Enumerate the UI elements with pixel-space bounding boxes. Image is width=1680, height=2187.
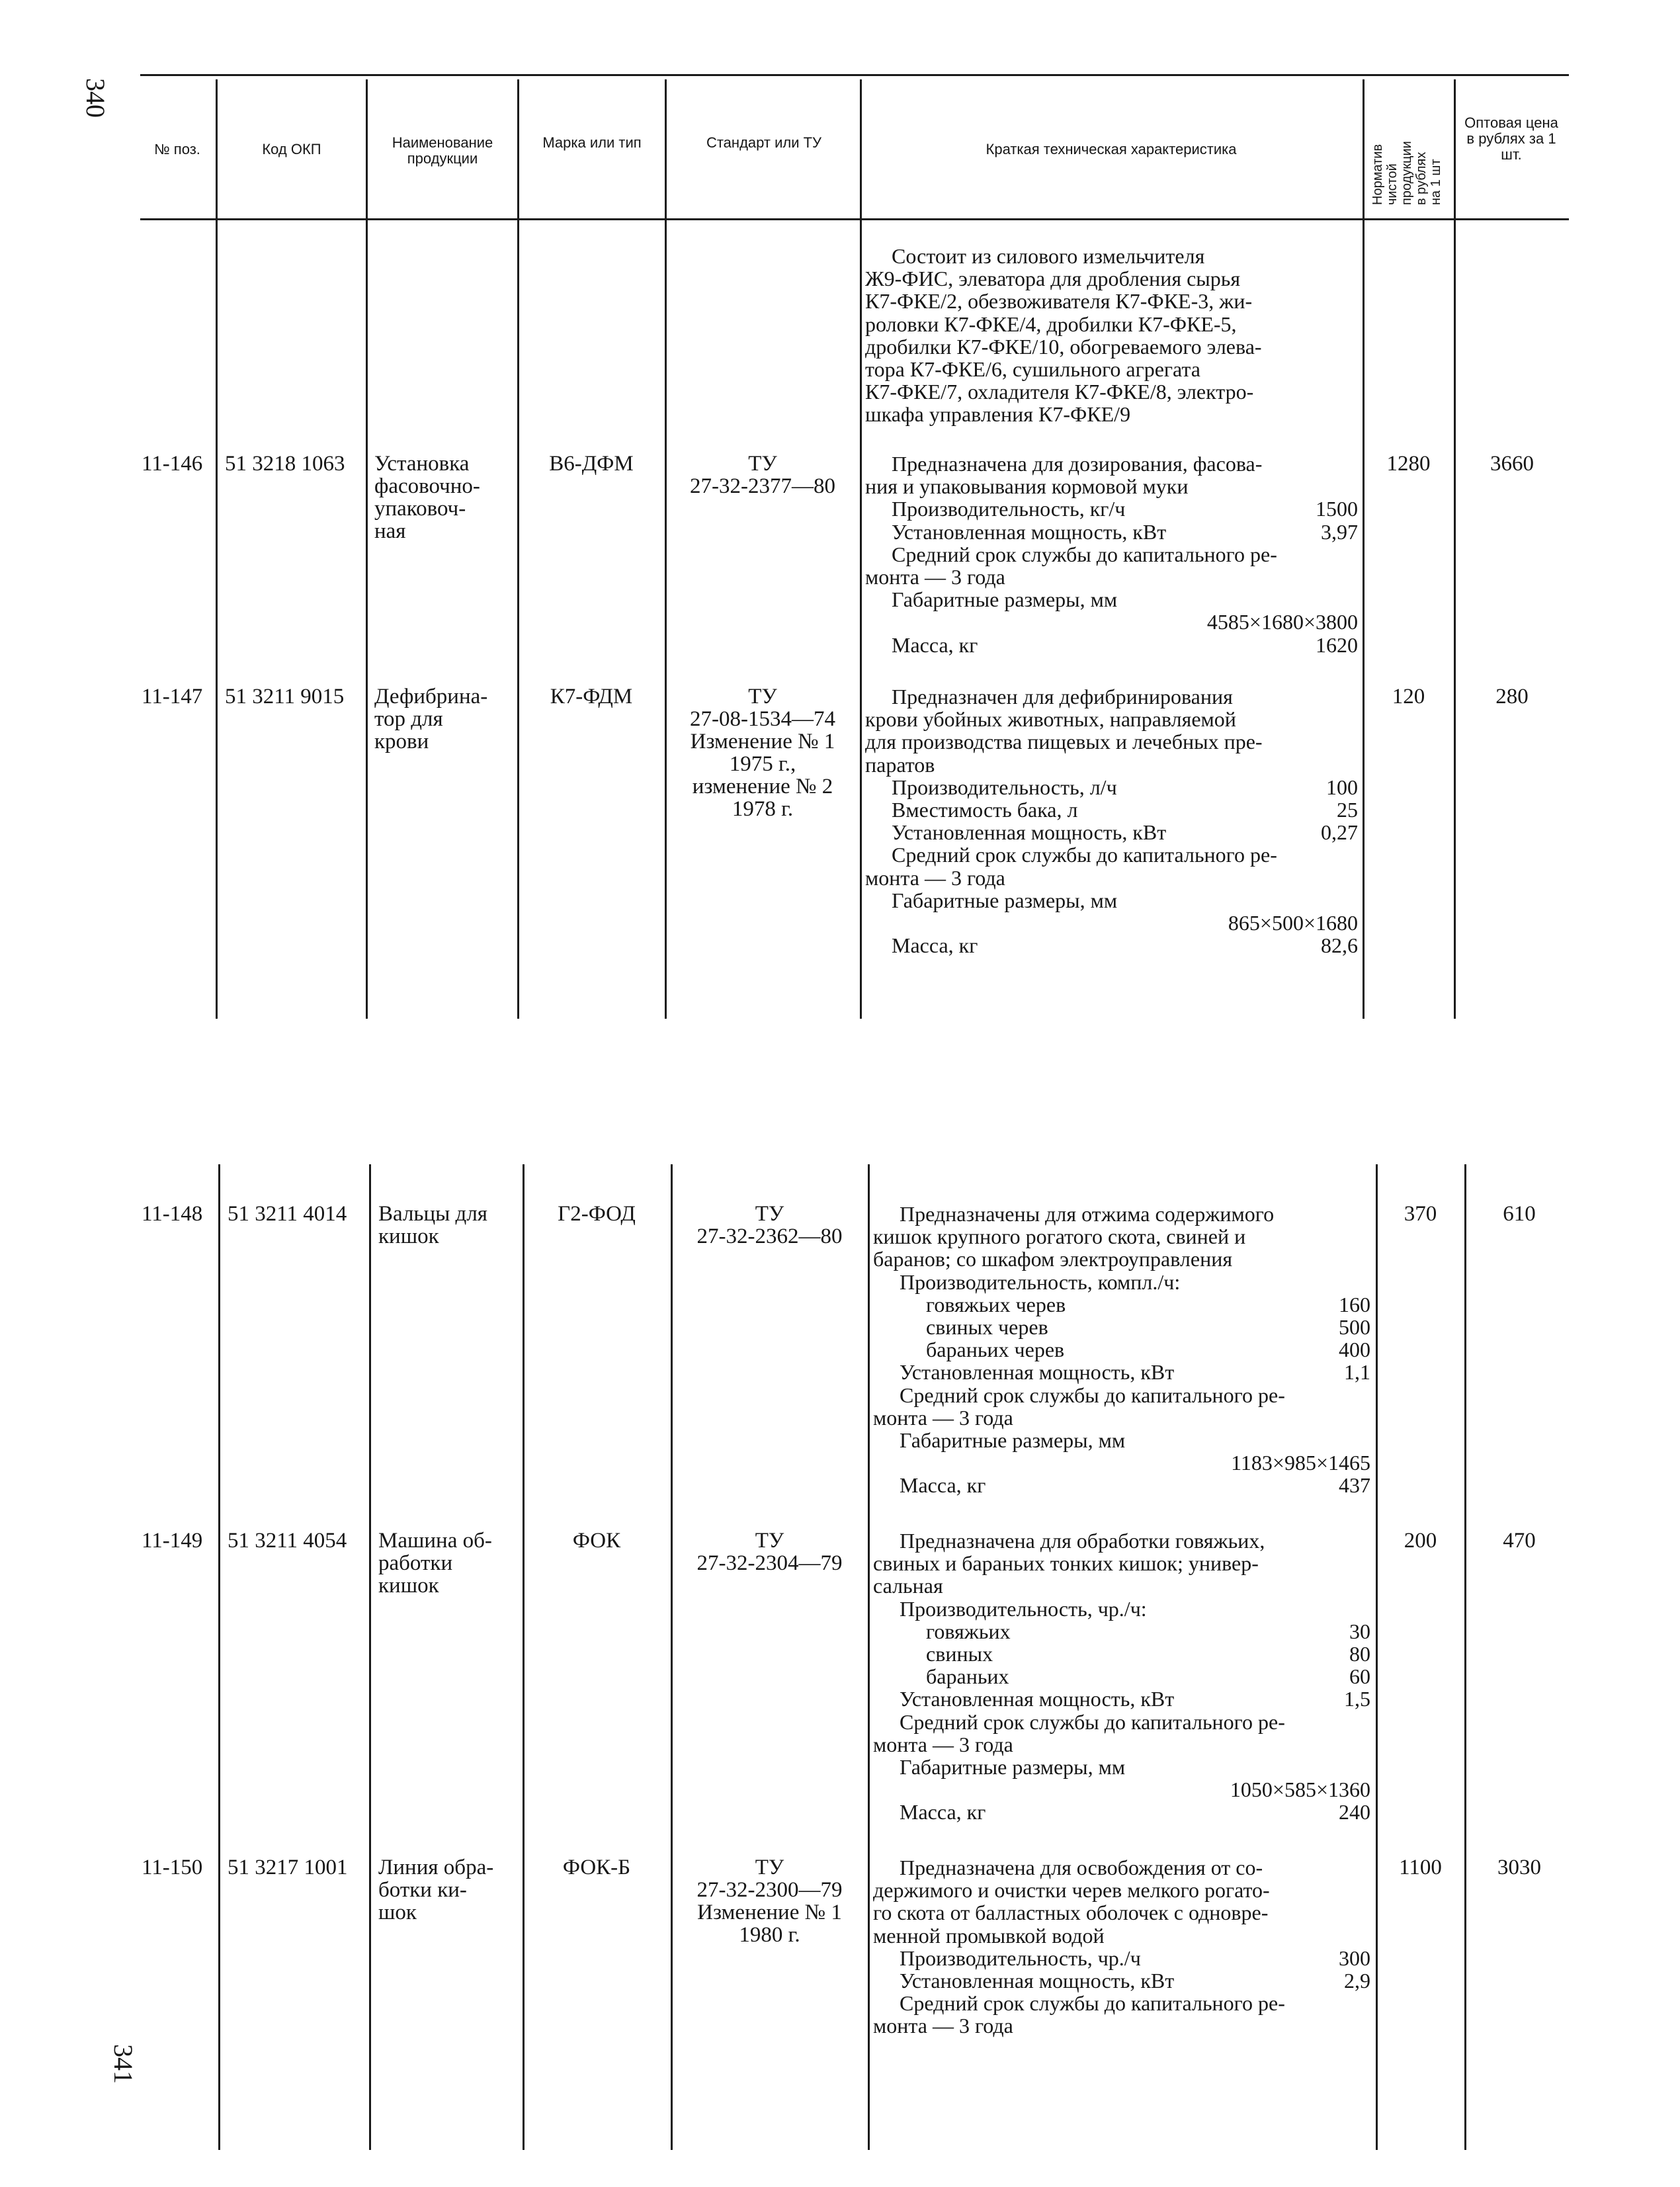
desc-line: Средний срок службы до капитального ре- — [892, 843, 1277, 867]
spec-key: Установленная мощность, кВт — [892, 519, 1167, 544]
standard — [667, 452, 859, 497]
spec-key: бараньих черев — [926, 1338, 1065, 1362]
page-number-top: 340 — [81, 78, 110, 118]
standard-line: Изменение № 1 — [697, 1901, 842, 1924]
norm-value: 370 — [1404, 1202, 1437, 1226]
name-line: ная — [374, 519, 406, 543]
desc-line: тора К7-ФКЕ/6, сушильного агрегата — [865, 357, 1200, 382]
spec-value: 437 — [1339, 1473, 1370, 1498]
standard-line: Изменение № 1 — [690, 730, 835, 753]
spec-value: 1500 — [1316, 497, 1358, 521]
spec-row — [865, 821, 1358, 843]
dims-value: 4585×1680×3800 — [1206, 610, 1358, 634]
spec-key: свиных — [926, 1642, 993, 1666]
spec-value: 240 — [1339, 1800, 1370, 1824]
desc-line: К7-ФКЕ/2, обезвоживателя К7-ФКЕ-3, жи- — [865, 289, 1253, 314]
name-line: Дефибрина- — [374, 685, 488, 708]
standard-line: 1978 г. — [732, 797, 794, 821]
desc-line: К7-ФКЕ/7, охладителя К7-ФКЕ/8, электро- — [865, 380, 1254, 404]
pos: 11-148 — [142, 1202, 203, 1226]
standard-line: 27-08-1534—74 — [690, 707, 835, 731]
spec-row — [865, 934, 1358, 957]
pos: 11-147 — [142, 685, 203, 708]
spec-row — [873, 1643, 1370, 1665]
norm-value: 200 — [1404, 1529, 1437, 1553]
spec-row — [873, 1338, 1370, 1361]
spec-value: 60 — [1349, 1664, 1370, 1689]
spec-row — [873, 1620, 1370, 1643]
desc-line: го скота от балластных оболочек с одновре- — [873, 1901, 1269, 1925]
product-name — [374, 685, 487, 753]
spec-row — [865, 521, 1358, 543]
header-name: Наименование продукции — [392, 134, 493, 167]
header-norm-line: Норматив — [1370, 144, 1385, 205]
spec-row — [865, 497, 1358, 520]
spec-value: 2,9 — [1344, 1969, 1370, 1993]
desc-line: монта — 3 года — [873, 1732, 1013, 1756]
name-line: тор для — [374, 707, 443, 731]
col-divider — [1464, 1164, 1466, 2150]
standard-line: 1975 г., — [729, 752, 796, 776]
dims-value: 1183×985×1465 — [1231, 1451, 1370, 1475]
name-line: кишок — [378, 1574, 439, 1598]
desc-line: Предназначена для освобождения от со- — [900, 1856, 1263, 1879]
mark: К7-ФДМ — [550, 685, 633, 708]
okp-code: 51 3217 1001 — [228, 1856, 348, 1879]
price-value: 3030 — [1497, 1856, 1541, 1879]
col-divider — [868, 1164, 870, 2150]
name-line: Вальцы для — [378, 1202, 487, 1226]
spec-key: Масса, кг — [892, 933, 978, 958]
desc-line: Состоит из силового измельчителя — [892, 244, 1205, 268]
name-line: кишок — [378, 1224, 439, 1248]
spec-key: говяжьих черев — [926, 1292, 1066, 1316]
spec-row — [873, 1947, 1370, 1969]
spec-row — [873, 1316, 1370, 1338]
header-norm-line: в рублях — [1414, 151, 1429, 205]
col-divider — [218, 1164, 220, 2150]
spec-key: Производительность, л/ч — [892, 775, 1117, 799]
name-line: упаковоч- — [374, 497, 466, 521]
header-top-rule — [140, 74, 1569, 76]
header-tech: Краткая техническая характеристика — [986, 141, 1237, 157]
col-divider — [366, 79, 368, 1019]
desc-line: Средний срок службы до капитального ре- — [892, 542, 1277, 566]
dims-label: Габаритные размеры, мм — [900, 1428, 1126, 1453]
dims-value: 865×500×1680 — [1228, 911, 1358, 935]
desc-line: Предназначена для дозирования, фасова- — [892, 452, 1263, 476]
standard-line: ТУ — [755, 1529, 784, 1553]
standard — [673, 1856, 866, 1946]
product-name — [374, 452, 480, 542]
desc-line: монта — 3 года — [865, 865, 1005, 890]
price-value: 470 — [1503, 1529, 1536, 1553]
dims-label: Габаритные размеры, мм — [900, 1755, 1126, 1780]
standard — [673, 1529, 866, 1574]
spec-row — [865, 634, 1358, 656]
spec-row — [873, 1688, 1370, 1710]
name-line: Линия обра- — [378, 1856, 494, 1879]
desc-line: монта — 3 года — [873, 1405, 1013, 1430]
spec-value: 300 — [1339, 1946, 1370, 1970]
desc-line: менной промывкой водой — [873, 1923, 1105, 1948]
standard-line: ТУ — [748, 452, 777, 476]
name-line: Установка — [374, 452, 470, 476]
spec-key: Производительность, кг/ч — [892, 497, 1126, 521]
spec-row — [873, 1293, 1370, 1316]
okp-code: 51 3211 4054 — [228, 1529, 347, 1553]
tech-desc — [865, 685, 1358, 957]
spec-row — [873, 1361, 1370, 1383]
spec-key: Масса, кг — [900, 1800, 986, 1824]
spec-key: Вместимость бака, л — [892, 798, 1078, 822]
dims-label: Габаритные размеры, мм — [892, 888, 1118, 912]
mark: ФОК-Б — [562, 1856, 631, 1879]
tech-desc — [873, 1529, 1370, 1824]
spec-row — [873, 1665, 1370, 1688]
tech-desc — [873, 1203, 1370, 1497]
col-divider — [1363, 79, 1365, 1019]
header-standard: Стандарт или ТУ — [706, 134, 822, 151]
spec-value: 82,6 — [1321, 933, 1358, 958]
pos: 11-150 — [142, 1856, 203, 1879]
col-divider — [216, 79, 218, 1019]
standard-line: 27-32-2304—79 — [696, 1551, 843, 1575]
desc-line: Предназначены для отжима содержимого — [900, 1202, 1275, 1226]
spec-value: 100 — [1326, 775, 1358, 799]
mark: Г2-ФОД — [558, 1202, 636, 1226]
spec-value: 400 — [1339, 1338, 1370, 1362]
spec-value: 1,1 — [1344, 1360, 1370, 1385]
desc-line: монта — 3 года — [873, 2014, 1013, 2038]
col-divider — [523, 1164, 525, 2150]
spec-value: 1620 — [1316, 632, 1358, 657]
spec-value: 500 — [1339, 1315, 1370, 1340]
pos: 11-146 — [142, 452, 203, 476]
col-divider — [369, 1164, 371, 2150]
desc-line: крови убойных животных, направляемой — [865, 707, 1236, 732]
dims-value: 1050×585×1360 — [1230, 1778, 1370, 1802]
mark: В6-ДФМ — [549, 452, 634, 476]
spec-key: Масса, кг — [892, 632, 978, 657]
tech-desc — [865, 452, 1358, 656]
desc-line: Средний срок службы до капитального ре- — [900, 1991, 1285, 2016]
col-divider — [860, 79, 862, 1019]
standard-line: 27-32-2377—80 — [690, 474, 835, 498]
pos: 11-149 — [142, 1529, 203, 1553]
spec-title: Производительность, чр./ч: — [900, 1596, 1147, 1621]
desc-line: Предназначен для дефибринирования — [892, 685, 1233, 708]
spec-row — [873, 1969, 1370, 1992]
price-value: 280 — [1495, 685, 1529, 708]
desc-line: монта — 3 года — [865, 565, 1005, 589]
desc-line: ния и упаковывания кормовой муки — [865, 474, 1189, 499]
standard-line: ТУ — [755, 1202, 784, 1226]
header-price: Оптовая цена в рублях за 1 шт. — [1464, 114, 1558, 163]
standard — [667, 685, 859, 820]
page-number-bottom: 341 — [108, 2044, 138, 2084]
norm-value: 1100 — [1399, 1856, 1442, 1879]
desc-line: шкафа управления К7-ФКЕ/9 — [865, 402, 1131, 427]
standard — [673, 1203, 866, 1248]
spec-key: бараньих — [926, 1664, 1009, 1689]
name-line: Машина об- — [378, 1529, 492, 1553]
norm-value: 1280 — [1386, 452, 1431, 476]
name-line: шок — [378, 1901, 417, 1924]
header-norm-line: чистой — [1385, 163, 1400, 205]
standard-line: изменение № 2 — [692, 775, 833, 798]
dims-label: Габаритные размеры, мм — [892, 587, 1118, 612]
spec-key: Установленная мощность, кВт — [892, 820, 1167, 845]
spec-title: Производительность, компл./ч: — [900, 1269, 1181, 1294]
standard-line: 1980 г. — [739, 1923, 800, 1947]
product-name — [378, 1203, 487, 1248]
product-name — [378, 1856, 493, 1924]
name-line: работки — [378, 1551, 453, 1575]
desc-line: Средний срок службы до капитального ре- — [900, 1709, 1285, 1734]
header-bottom-rule — [140, 218, 1569, 220]
col-divider — [517, 79, 519, 1019]
col-divider — [1376, 1164, 1378, 2150]
desc-line: держимого и очистки черев мелкого рогато- — [873, 1878, 1270, 1903]
spec-value: 30 — [1349, 1619, 1370, 1643]
desc-line: роловки К7-ФКЕ/4, дробилки К7-ФКЕ-5, — [865, 312, 1237, 336]
spec-row — [873, 1474, 1370, 1496]
spec-value: 160 — [1339, 1292, 1370, 1316]
norm-value: 120 — [1392, 685, 1425, 708]
standard-line: 27-32-2362—80 — [696, 1224, 843, 1248]
desc-line: Предназначена для обработки говяжьих, — [900, 1529, 1265, 1553]
spec-row — [865, 776, 1358, 798]
continuation-text — [865, 245, 1358, 426]
header-norm-line: на 1 шт — [1429, 159, 1443, 205]
okp-code: 51 3211 9015 — [225, 685, 345, 708]
desc-line: сальная — [873, 1574, 943, 1598]
desc-line: паратов — [865, 752, 935, 777]
tech-desc — [873, 1856, 1370, 2037]
col-divider — [1454, 79, 1456, 1019]
header-norm — [1370, 141, 1443, 205]
standard-line: ТУ — [755, 1856, 784, 1879]
desc-line: Средний срок службы до капитального ре- — [900, 1383, 1285, 1407]
name-line: ботки ки- — [378, 1878, 467, 1902]
spec-value: 3,97 — [1321, 519, 1358, 544]
desc-line: кишок крупного рогатого скота, свиней и — [873, 1224, 1246, 1249]
okp-code: 51 3218 1063 — [225, 452, 345, 476]
header-okp: Код ОКП — [262, 141, 321, 157]
spec-key: Установленная мощность, кВт — [900, 1360, 1175, 1385]
spec-row — [865, 798, 1358, 821]
spec-key: говяжьих — [926, 1619, 1011, 1643]
col-divider — [665, 79, 667, 1019]
standard-line: ТУ — [748, 685, 777, 708]
spec-key: свиных черев — [926, 1315, 1048, 1340]
name-line: фасовочно- — [374, 474, 480, 498]
desc-line: Ж9-ФИС, элеватора для дробления сырья — [865, 267, 1241, 291]
spec-value: 1,5 — [1344, 1687, 1370, 1711]
price-value: 610 — [1503, 1202, 1536, 1226]
desc-line: для производства пищевых и лечебных пре- — [865, 730, 1263, 754]
spec-value: 80 — [1349, 1642, 1370, 1666]
col-divider — [671, 1164, 673, 2150]
standard-line: 27-32-2300—79 — [696, 1878, 843, 1902]
header-pos: № поз. — [154, 141, 200, 157]
spec-value: 25 — [1337, 798, 1358, 822]
okp-code: 51 3211 4014 — [228, 1202, 347, 1226]
price-value: 3660 — [1490, 452, 1534, 476]
product-name — [378, 1529, 492, 1597]
desc-line: свиных и бараньих тонких кишок; универ- — [873, 1551, 1259, 1576]
mark: ФОК — [572, 1529, 621, 1553]
desc-line: дробилки К7-ФКЕ/10, обогреваемого элева- — [865, 334, 1262, 359]
spec-key: Установленная мощность, кВт — [900, 1687, 1175, 1711]
name-line: крови — [374, 730, 429, 753]
desc-line: баранов; со шкафом электроуправления — [873, 1247, 1233, 1271]
header-mark: Марка или тип — [542, 134, 642, 151]
spec-key: Установленная мощность, кВт — [900, 1969, 1175, 1993]
header-norm-line: продукции — [1400, 141, 1414, 205]
spec-value: 0,27 — [1321, 820, 1358, 845]
spec-row — [873, 1801, 1370, 1823]
spec-key: Масса, кг — [900, 1473, 986, 1498]
spec-key: Производительность, чр./ч — [900, 1946, 1141, 1970]
